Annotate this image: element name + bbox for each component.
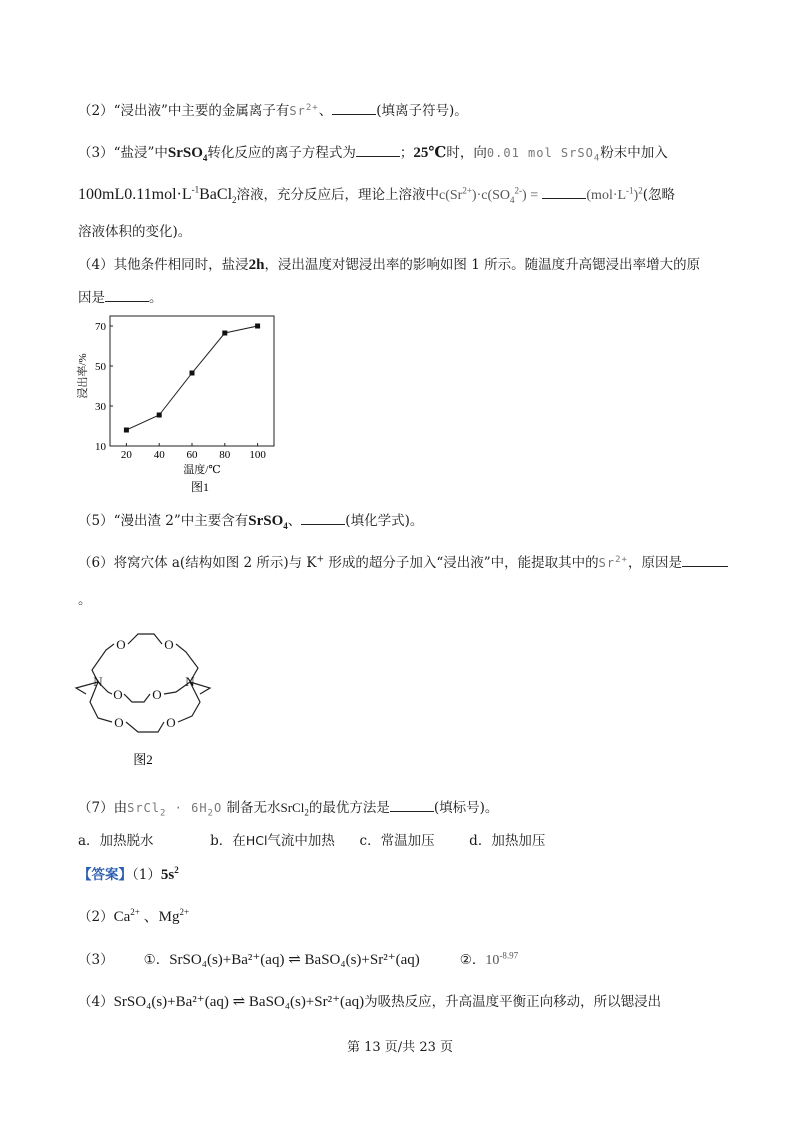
- oxygen-atom: O: [152, 687, 162, 702]
- y-tick-label: 50: [95, 361, 106, 373]
- figure-2-caption: 图2: [133, 752, 153, 767]
- oxygen-atom: O: [164, 637, 174, 652]
- question-3-line-3: 溶液体积的变化)。: [78, 224, 192, 240]
- x-axis-label: 温度/℃: [183, 464, 221, 476]
- data-point: [222, 331, 227, 336]
- x-tick-label: 20: [120, 449, 132, 461]
- x-tick-label: 60: [186, 449, 198, 461]
- amount-srso4: 0.01 mol SrSO$_4$: [486, 146, 601, 164]
- option-d: d．加热加压: [469, 833, 546, 849]
- oxygen-atom: O: [113, 687, 123, 702]
- answer-2: $(2)Ca^{2+}$ 、$Mg^{2+}$: [78, 907, 190, 925]
- question-4-line-2: 因是 。: [78, 287, 163, 308]
- x-tick-label: 40: [153, 449, 165, 461]
- x-tick-label: 80: [219, 449, 231, 461]
- question-3-line-1: （3）“盐浸”中SrSO$_4$转化反应的离子方程式为 ；25℃时，向0.01 mol SrSO$_4$粉末中加入: [78, 142, 668, 163]
- answer-blank: [390, 797, 434, 812]
- data-point: [190, 371, 195, 376]
- formula-srcl2-hydrate: SrCl$_2$ · $6H_2O$: [127, 801, 223, 819]
- option-c: c．常温加压: [359, 833, 435, 849]
- question-7: （7）由SrCl$_2$ · $6H_2O$ 制备无水SrCl$_2$的最优方法是 (填标号)。: [78, 797, 498, 818]
- y-tick-label: 10: [95, 441, 106, 453]
- answer-3: （3） ①．SrSO₄(s)+Ba²⁺(aq) ⇌ BaSO₄(s)+Sr²⁺(aq) ②．$10^{-8.97}$: [78, 950, 519, 968]
- oxygen-atom: O: [116, 637, 126, 652]
- question-6-line-2: 。: [78, 592, 92, 608]
- y-tick-label: 70: [95, 321, 106, 333]
- data-point: [124, 428, 129, 433]
- question-4-line-1: （4）其他条件相同时，盐浸2h，浸出温度对锶浸出率的影响如图 1 所示。随温度升高锶浸出率增大的原: [78, 257, 701, 273]
- answer-blank: [301, 510, 345, 525]
- data-point: [157, 413, 162, 418]
- y-axis-label: 浸出率/%: [77, 353, 89, 399]
- option-b: b．在HCl气流中加热: [210, 833, 335, 849]
- answer-blank: [682, 552, 728, 567]
- data-point: [255, 324, 260, 329]
- series-line: [126, 326, 257, 430]
- ion-sr: $Sr^{2+}$: [289, 103, 319, 118]
- answer-blank: [332, 100, 376, 115]
- answer-tag: 【答案】: [78, 867, 132, 883]
- figure-2-structure: [68, 622, 218, 772]
- question-2: （2）“浸出液”中主要的金属离子有$Sr^{2+}$、 (填离子符号)。: [78, 100, 468, 121]
- question-3-line-2: $100mL0.11mol\cdot L^{-1}BaCl_2$溶液，充分反应后，理论上溶液中$c(Sr^{2+})\cdot c(SO_4^{2-}) = (mol\cdot L^{-1})^2$(忽略: [78, 184, 675, 206]
- concentration-product: $c(Sr^{2+})\cdot c(SO_4^{2-})$ =: [439, 185, 539, 205]
- figure-1-chart: [72, 310, 302, 500]
- oxygen-atom: O: [166, 715, 176, 730]
- x-tick-label: 100: [249, 449, 266, 461]
- question-6-line-1: （6）将窝穴体 a(结构如图 2 所示)与 K+ 形成的超分子加入“浸出液”中，能提取其中的$Sr^{2+}$，原因是: [78, 552, 728, 573]
- nitrogen-atom: N: [93, 674, 103, 689]
- chem-srso4: SrSO$_4$: [167, 145, 208, 163]
- y-tick-label: 30: [95, 401, 106, 413]
- chem-srso4: SrSO$_4$: [248, 513, 288, 531]
- figure-1-caption: 图1: [190, 480, 210, 494]
- oxygen-atom: O: [114, 715, 124, 730]
- answer-1: 【答案】$(1)5s^2$: [78, 865, 179, 883]
- answer-4: （4）SrSO₄(s)+Ba²⁺(aq) ⇌ BaSO₄(s)+Sr²⁺(aq)为吸热反应，升高温度平衡正向移动，所以锶浸出: [78, 994, 662, 1010]
- question-7-options: [78, 831, 545, 851]
- answer-blank: [356, 142, 400, 157]
- question-5: （5）“漫出渣 2”中主要含有SrSO$_4$、 (填化学式)。: [78, 510, 423, 531]
- nitrogen-atom: N: [185, 674, 195, 689]
- option-a: a．加热脱水: [78, 833, 154, 849]
- answer-blank: [542, 184, 586, 199]
- answer-blank: [105, 287, 149, 302]
- page-footer: 第 13 页/共 23 页: [347, 1040, 453, 1055]
